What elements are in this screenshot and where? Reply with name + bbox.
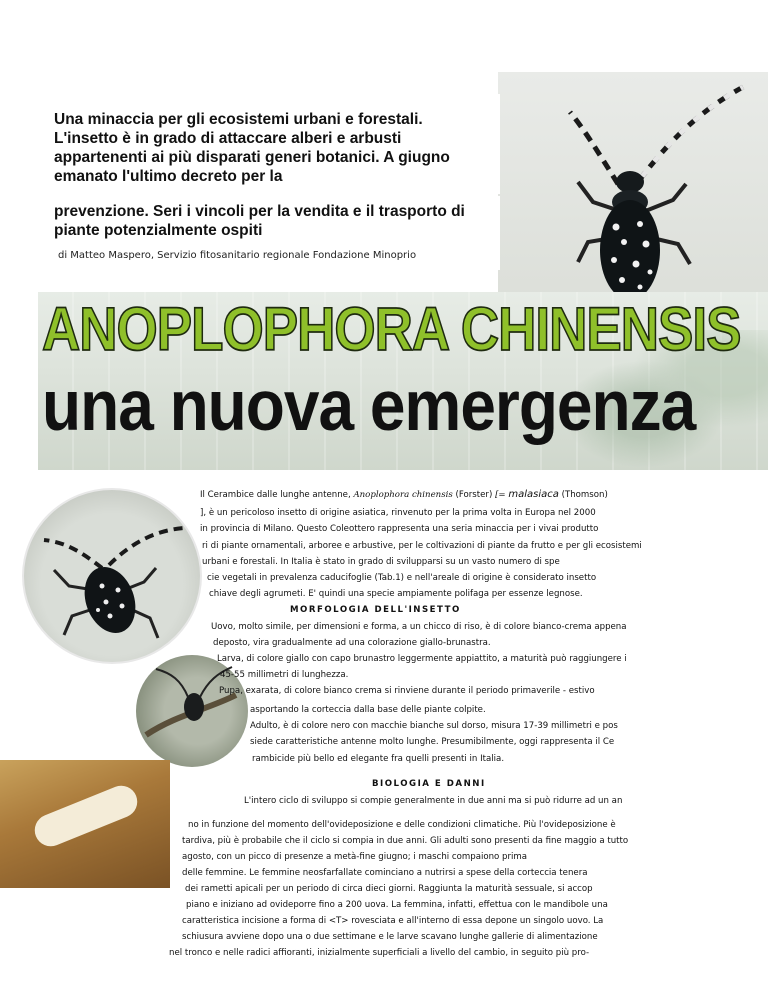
main-title: ANOPLOPHORA CHINENSIS xyxy=(42,296,741,364)
body-line: 45-55 millimetri di lunghezza. xyxy=(220,670,349,680)
body-line: piano e iniziano ad ovideporre fino a 200 uova. La femmina, infatti, effettua con le mandibole una xyxy=(186,900,608,910)
intro-line: appartenenti ai più disparati generi botanici. A giugno xyxy=(54,149,450,166)
intro-line: emanato l'ultimo decreto per la xyxy=(54,168,283,185)
author-byline: di Matteo Maspero, Servizio fitosanitario regionale Fondazione Minoprio xyxy=(58,250,417,261)
body-line: in provincia di Milano. Questo Coleottero rappresenta una seria minaccia per i vivai produtto xyxy=(200,524,599,534)
species-name: Anoplophora chinensis xyxy=(353,490,453,500)
beetle-photo-top xyxy=(498,72,768,302)
body-line: chiave degli agrumeti. E' quindi una specie ampiamente polifaga per essenze legnose. xyxy=(209,589,583,599)
body-text: (Thomson) xyxy=(561,490,608,500)
body-line: Pupa, exarata, di colore bianco crema si rinviene durante il periodo primaverile - estivo xyxy=(219,686,595,696)
body-line: Uovo, molto simile, per dimensioni e forma, a un chicco di riso, è di colore bianco-crema appena xyxy=(211,622,627,632)
body-line: deposto, vira gradualmente ad una colorazione giallo-brunastra. xyxy=(213,638,491,648)
main-subtitle: una nuova emergenza xyxy=(42,364,696,446)
body-line: Larva, di colore giallo con capo brunastro leggermente appiattito, a maturità può raggiungere i xyxy=(217,654,627,664)
body-line: ri di piante ornamentali, arboree e arbustive, per le coltivazioni di piante da frutto e per gli ecosistemi xyxy=(202,541,642,551)
beetle-illustration-top xyxy=(498,72,768,302)
beetle-photo-circle xyxy=(22,488,202,664)
body-line: asportando la corteccia dalla base delle piante colpite. xyxy=(250,705,486,715)
body-line: L'intero ciclo di sviluppo si compie generalmente in due anni ma si può ridurre ad un an xyxy=(244,796,623,806)
body-line: rambicide più bello ed elegante fra quelli presenti in Italia. xyxy=(252,754,505,764)
body-line: nel tronco e nelle radici affioranti, inizialmente superficiali a livello del cambio, in seguito più pro- xyxy=(169,948,590,958)
body-text: (Forster) xyxy=(455,490,493,500)
body-line: urbani e forestali. In Italia è stato in grado di svilupparsi su un vasto numero di spe xyxy=(202,557,560,567)
body-line: agosto, con un picco di presenze a metà-fine giugno; i maschi compaiono prima xyxy=(182,852,528,862)
body-line: tardiva, più è probabile che il ciclo si compia in due anni. Gli adulti sono presenti da fine maggio a tutto xyxy=(182,836,629,846)
intro-line: prevenzione. Seri i vincoli per la vendita e il trasporto di xyxy=(54,203,465,220)
body-line: cie vegetali in prevalenza caducifoglie (Tab.1) e nell'areale di origine è considerato insetto xyxy=(207,573,597,583)
body-line: schiusura avviene dopo una o due settimane e le larve scavano lunghe gallerie di alimentazione xyxy=(182,932,598,942)
synonym-name: malasiaca xyxy=(508,489,559,500)
body-line: dei rametti apicali per un periodo di circa dieci giorni. Raggiunta la maturità sessuale, si accop xyxy=(185,884,593,894)
intro-line: L'insetto è in grado di attaccare alberi e arbusti xyxy=(54,130,402,147)
intro-paragraph-1 xyxy=(40,94,500,194)
body-line: delle femmine. Le femmine neosfarfallate cominciano a nutrirsi a spese della corteccia tenera xyxy=(182,868,588,878)
body-text: [= xyxy=(495,490,506,500)
body-line: siede caratteristiche antenne molto lunghe. Presumibilmente, oggi rappresenta il Ce xyxy=(250,737,615,747)
body-text: Il Cerambice dalle lunghe antenne, xyxy=(200,490,351,500)
body-line: no in funzione del momento dell'ovideposizione e delle condizioni climatiche. Più l'ovideposizione è xyxy=(188,820,616,830)
body-line: Adulto, è di colore nero con macchie bianche sul dorso, misura 17-39 millimetri e pos xyxy=(250,721,618,731)
intro-line: Una minaccia per gli ecosistemi urbani e forestali. xyxy=(54,111,423,128)
beetle-illustration-left xyxy=(24,490,200,662)
body-line xyxy=(200,489,700,501)
body-line: caratteristica incisione a forma di <T> rovesciata e all'interno di essa depone un singolo uovo. La xyxy=(182,916,604,926)
intro-line: piante potenzialmente ospiti xyxy=(54,222,263,239)
body-line: ], è un pericoloso insetto di origine asiatica, rinvenuto per la prima volta in Europa nel 2000 xyxy=(200,508,596,518)
section-heading-morfologia: MORFOLOGIA DELL'INSETTO xyxy=(290,605,461,615)
section-heading-biologia: BIOLOGIA E DANNI xyxy=(372,779,486,789)
